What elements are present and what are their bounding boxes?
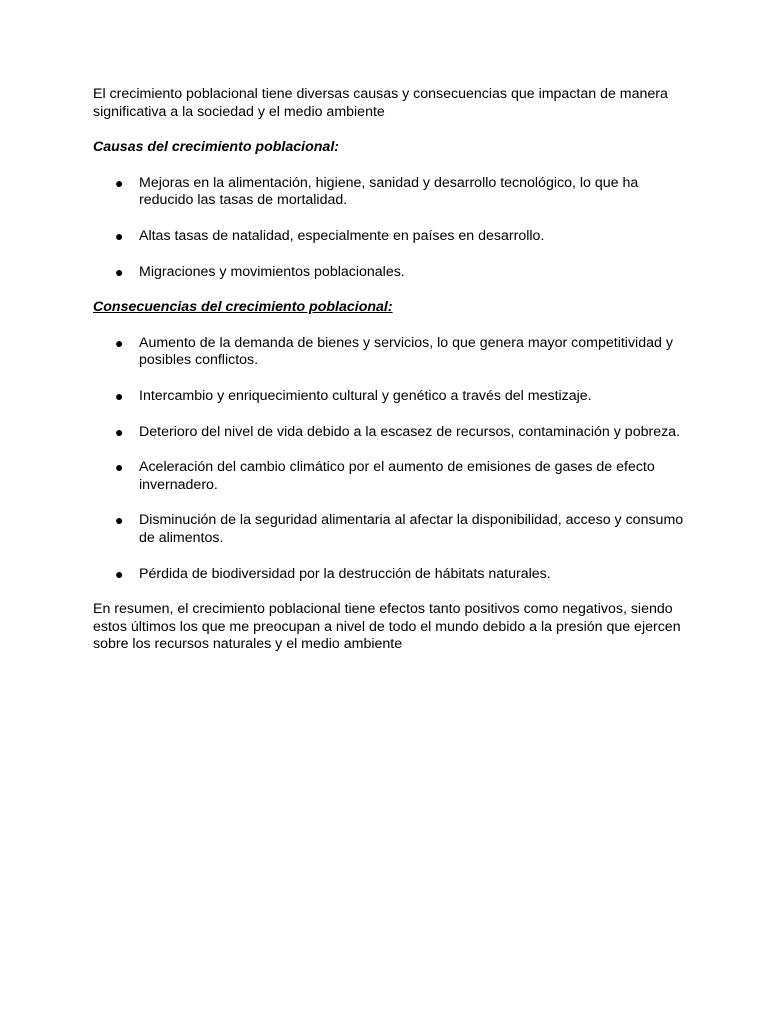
causes-heading: Causas del crecimiento poblacional: bbox=[93, 139, 339, 156]
bullet-icon: ● bbox=[115, 263, 124, 280]
summary-paragraph: En resumen, el crecimiento poblacional tiene efectos tanto positivos como negativos, siendo estos últimos los que me preocupan a nivel de todo el mundo debido a la presión que ejercen sobre los recursos naturales y el medio ambiente bbox=[93, 601, 681, 653]
consequences-heading: Consecuencias del crecimiento poblacional: bbox=[93, 299, 393, 316]
list-item-text: Aumento de la demanda de bienes y servicios, lo que genera mayor competitividad y posibles conflictos. bbox=[139, 334, 673, 369]
list-item bbox=[93, 459, 688, 494]
list-item-text: Altas tasas de natalidad, especialmente en países en desarrollo. bbox=[139, 227, 545, 244]
causes-list bbox=[93, 175, 688, 281]
list-item bbox=[93, 424, 688, 442]
consequences-list bbox=[93, 335, 688, 583]
list-item-text: Disminución de la seguridad alimentaria al afectar la disponibilidad, acceso y consumo de alimentos. bbox=[139, 512, 684, 546]
bullet-icon: ● bbox=[115, 227, 124, 244]
bullet-icon: ● bbox=[115, 512, 124, 529]
bullet-icon: ● bbox=[115, 459, 124, 476]
list-item-text: Pérdida de biodiversidad por la destrucción de hábitats naturales. bbox=[139, 565, 551, 582]
list-item bbox=[93, 566, 688, 584]
list-item-text: Deterioro del nivel de vida debido a la escasez de recursos, contaminación y pobreza. bbox=[139, 423, 681, 440]
bullet-icon: ● bbox=[115, 334, 124, 351]
bullet-icon: ● bbox=[115, 387, 124, 404]
list-item bbox=[93, 228, 688, 246]
bullet-icon: ● bbox=[115, 565, 124, 582]
intro-paragraph: El crecimiento poblacional tiene diversas causas y consecuencias que impactan de manera significativa a la sociedad y el medio ambiente bbox=[93, 86, 668, 120]
list-item bbox=[93, 264, 688, 282]
list-item bbox=[93, 512, 688, 547]
list-item bbox=[93, 335, 688, 370]
list-item-text: Intercambio y enriquecimiento cultural y genético a través del mestizaje. bbox=[139, 387, 592, 404]
list-item bbox=[93, 175, 688, 210]
bullet-icon: ● bbox=[115, 174, 124, 191]
list-item-text: Aceleración del cambio climático por el aumento de emisiones de gases de efecto invernadero. bbox=[139, 459, 655, 493]
list-item-text: Mejoras en la alimentación, higiene, sanidad y desarrollo tecnológico, lo que ha reducido las tasas de mortalidad. bbox=[139, 174, 639, 209]
list-item-text: Migraciones y movimientos poblacionales. bbox=[139, 263, 405, 280]
list-item bbox=[93, 388, 688, 406]
bullet-icon: ● bbox=[115, 423, 124, 440]
